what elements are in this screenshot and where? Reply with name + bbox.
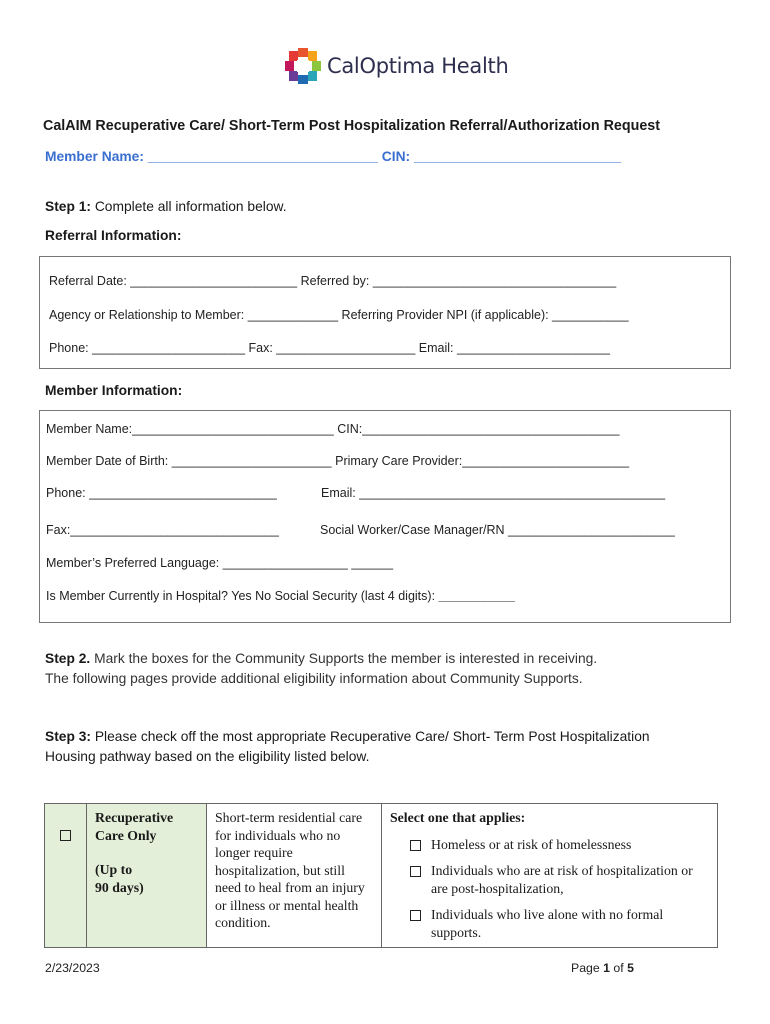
member-information-box	[39, 410, 731, 623]
care-description-cell	[207, 804, 382, 948]
care-select-cell[interactable]	[45, 804, 87, 948]
phone-fax-email-row[interactable]: Phone: ______________________ Fax: ____________________ Email: ______________________	[49, 341, 610, 355]
caloptima-logo	[283, 44, 508, 88]
logo-text: CalOptima Health	[327, 54, 509, 78]
step3-line1	[45, 729, 650, 744]
table-row	[45, 804, 718, 948]
recuperative-care-table	[44, 803, 718, 948]
option-live-alone[interactable]	[410, 906, 709, 941]
in-hospital-ssn-row[interactable]	[46, 589, 515, 603]
step1-label: Step 1:	[45, 199, 91, 214]
page-of: of	[609, 961, 628, 975]
option-hospitalization[interactable]	[410, 862, 709, 897]
option-hospitalization-checkbox[interactable]	[410, 866, 421, 877]
step3-line2: Housing pathway based on the eligibility listed below.	[45, 749, 370, 764]
option-homeless-checkbox[interactable]	[410, 840, 421, 851]
page-total: 5	[627, 961, 634, 975]
step3-label: Step 3:	[45, 729, 91, 744]
care-duration-line1: (Up to	[95, 862, 133, 877]
step3-text1: Please check off the most appropriate Recuperative Care/ Short- Term Post Hospitalization	[91, 729, 650, 744]
form-title: CalAIM Recuperative Care/ Short-Term Post Hospitalization Referral/Authorization Request	[43, 118, 660, 134]
member-email-field[interactable]: Email: ____________________________________________	[321, 486, 666, 500]
recuperative-care-checkbox[interactable]	[60, 830, 71, 841]
footer-page-number	[571, 961, 634, 975]
footer-date: 2/23/2023	[45, 961, 100, 975]
member-phone-field[interactable]: Phone: ___________________________	[46, 486, 277, 500]
step2-line2: The following pages provide additional eligibility information about Community Supports.	[45, 671, 583, 686]
preferred-language-field[interactable]: Member’s Preferred Language: __________________ ______	[46, 556, 394, 570]
referral-heading: Referral Information:	[45, 228, 182, 243]
referral-information-box	[39, 256, 731, 369]
care-eligibility-cell	[382, 804, 718, 948]
social-worker-field[interactable]: Social Worker/Case Manager/RN ________________________	[320, 523, 675, 537]
care-duration-line2: 90 days)	[95, 879, 144, 895]
option-live-alone-checkbox[interactable]	[410, 910, 421, 921]
select-heading: Select one that applies:	[390, 810, 526, 825]
care-name-cell	[87, 804, 207, 948]
option-hospitalization-label: Individuals who are at risk of hospitalization or are post-hospitalization,	[431, 863, 693, 896]
step2-label: Step 2.	[45, 651, 91, 666]
care-name-line2: Care Only	[95, 827, 157, 843]
step1-text: Complete all information below.	[91, 199, 287, 214]
option-homeless-label: Homeless or at risk of homelessness	[431, 836, 632, 852]
care-name-line1: Recuperative	[95, 810, 174, 825]
dob-pcp-row[interactable]: Member Date of Birth: _______________________ Primary Care Provider:________________________	[46, 454, 630, 468]
agency-npi-row[interactable]: Agency or Relationship to Member: _____________ Referring Provider NPI (if applicable): ___________	[49, 308, 629, 322]
caloptima-flower-icon	[283, 46, 323, 86]
page-num: 1	[603, 961, 610, 975]
care-description: Short-term residential care for individuals who no longer require hospitalization, but still need to heal from an injury or illness or mental health condition.	[215, 810, 365, 930]
step1-instruction	[45, 199, 287, 214]
option-homeless[interactable]	[410, 836, 709, 854]
option-live-alone-label: Individuals who live alone with no formal supports.	[431, 907, 664, 940]
ssn-blank[interactable]: ___________	[438, 589, 516, 603]
step2-text1: Mark the boxes for the Community Supports the member is interested in receiving.	[90, 651, 598, 666]
in-hospital-ssn-label: Is Member Currently in Hospital? Yes No Social Security (last 4 digits):	[46, 589, 439, 603]
page-prefix: Page	[571, 961, 604, 975]
member-name-cin-row[interactable]: Member Name:_____________________________ CIN:_____________________________________	[46, 422, 620, 436]
referral-date-row[interactable]: Referral Date: ________________________ Referred by: ___________________________________	[49, 274, 617, 288]
step2-line1	[45, 651, 597, 666]
member-information-heading: Member Information:	[45, 383, 183, 398]
member-name-cin-line: Member Name: ______________________________ CIN: ___________________________	[45, 149, 622, 164]
member-fax-field[interactable]: Fax:______________________________	[46, 523, 279, 537]
